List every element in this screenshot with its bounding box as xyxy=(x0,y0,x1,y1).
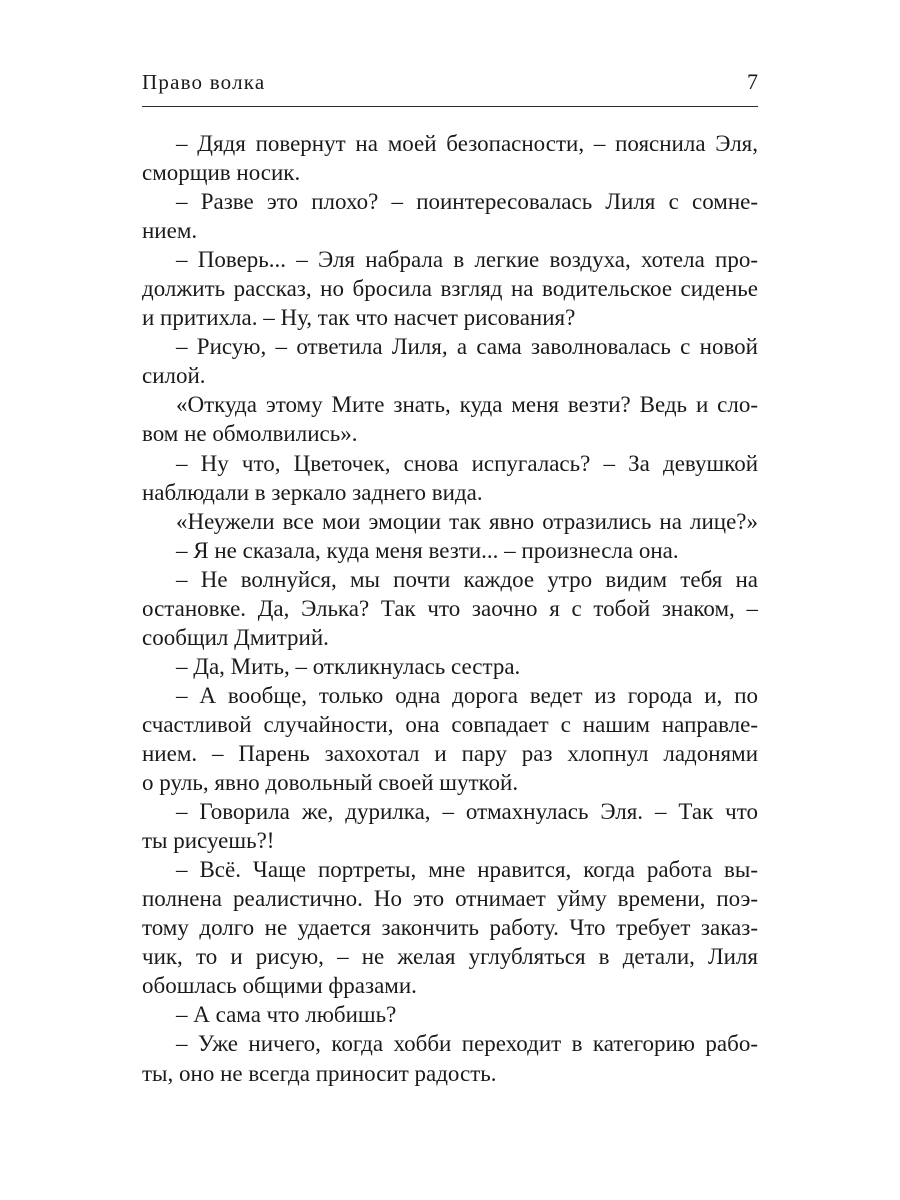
body-text xyxy=(142,129,758,1088)
text-line: – Говорила же, дурилка, – отмахнулась Эля. – Так что xyxy=(176,799,758,825)
text-line: «Неужели все мои эмоции так явно отразились на лице?» xyxy=(176,508,758,534)
text-line: силой. xyxy=(142,363,206,389)
text-line: – Поверь... – Эля набрала в легкие воздуха, хотела про- xyxy=(176,247,758,273)
text-line: счастливой случайности, она совпадает с нашим направле- xyxy=(142,711,758,737)
text-line: – А вообще, только одна дорога ведет из города и, по xyxy=(176,682,758,708)
text-line: должить рассказ, но бросила взгляд на водительское сиденье xyxy=(142,276,758,302)
text-line: ты, оно не всегда приносит радость. xyxy=(142,1060,497,1086)
text-line: обошлась общими фразами. xyxy=(142,973,417,999)
text-line: – А сама что любишь? xyxy=(176,1002,397,1028)
text-line: – Разве это плохо? – поинтересовалась Лиля с сомне- xyxy=(176,189,758,215)
text-line: – Ну что, Цветочек, снова испугалась? – За девушкой xyxy=(176,450,758,476)
text-line: нием. – Парень захохотал и пару раз хлопнул ладонями xyxy=(142,740,758,766)
text-line: о руль, явно довольный своей шуткой. xyxy=(142,770,519,796)
text-line: – Дядя повернут на моей безопасности, – пояснила Эля, xyxy=(176,131,758,156)
text-line: чик, то и рисую, – не желая углубляться в детали, Лиля xyxy=(142,944,758,970)
text-line: сообщил Дмитрий. xyxy=(142,624,329,650)
text-line: – Не волнуйся, мы почти каждое утро видим тебя на xyxy=(176,566,758,592)
text-line: остановке. Да, Элька? Так что заочно я с тобой знаком, – xyxy=(142,595,758,621)
text-line: «Откуда этому Мите знать, куда меня везти? Ведь и сло- xyxy=(176,392,758,418)
running-header xyxy=(142,60,758,107)
running-title: Право волка xyxy=(142,70,266,94)
book-page xyxy=(142,60,758,1088)
text-line: полнена реалистично. Но это отнимает уйму времени, поэ- xyxy=(142,886,758,912)
text-line: вом не обмолвились». xyxy=(142,421,358,447)
text-line: ты рисуешь?! xyxy=(142,828,275,854)
text-line: – Рисую, – ответила Лиля, а сама заволновалась с новой xyxy=(176,334,758,360)
text-line: и притихла. – Ну, так что насчет рисования? xyxy=(142,305,576,331)
text-line: – Уже ничего, когда хобби переходит в категорию рабо- xyxy=(176,1031,758,1057)
page-number: 7 xyxy=(747,69,758,94)
text-line: наблюдали в зеркало заднего вида. xyxy=(142,479,483,505)
text-line: сморщив носик. xyxy=(142,160,301,186)
text-line: – Я не сказала, куда меня везти... – произнесла она. xyxy=(176,537,679,563)
text-line: – Да, Мить, – откликнулась сестра. xyxy=(176,653,521,679)
text-line: – Всё. Чаще портреты, мне нравится, когда работа вы- xyxy=(176,857,758,883)
text-line: тому долго не удается закончить работу. Что требует заказ- xyxy=(142,915,758,941)
text-line: нием. xyxy=(142,218,198,244)
